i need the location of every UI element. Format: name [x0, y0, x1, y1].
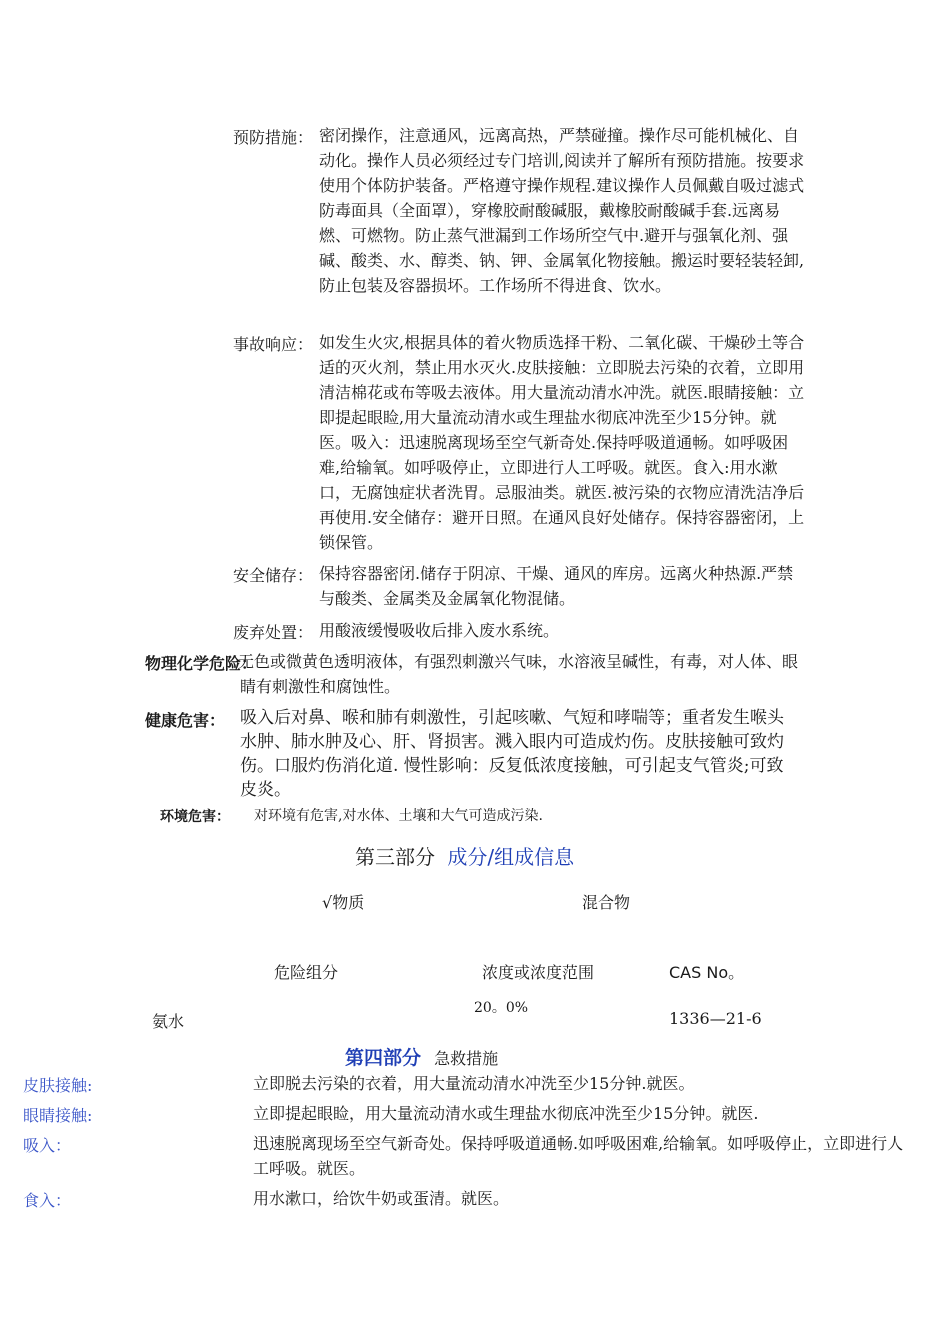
response-text: 如发生火灾,根据具体的着火物质选择干粉、二氧化碳、干燥砂土等合适的灭火剂，禁止用水灭火.皮肤接触：立即脱去污染的衣着，立即用清洁棉花或布等吸去液体。用大量流动清水冲洗。就医.眼睛接触：立即提起眼睑,用大量流动清水或生理盐水彻底冲洗至少15分钟。就医。吸入：迅速脱离现场至空气新奇处.保持呼吸道通畅。如呼吸困难,给输氧。如呼吸停止，立即进行人工呼吸。就医。食入:用水漱口，无腐蚀症状者洗胃。忌服油类。就医.被污染的衣物应清洗洁净后再使用.安全储存：避开日照。在通风良好处储存。保持容器密闭，上锁保管。: [319, 333, 805, 552]
disposal-text: 用酸液缓慢吸收后排入废水系统。: [319, 621, 560, 640]
mixture-option: 混合物: [582, 893, 631, 912]
disposal-label: 废弃处置：: [233, 623, 314, 642]
col-header-concentration: 浓度或浓度范围: [482, 963, 595, 982]
section4-title-number: 第四部分: [345, 1047, 422, 1069]
firstaid-ingestion-text: 用水漱口，给饮牛奶或蛋清。就医。: [253, 1189, 510, 1208]
section4-title-text: 急救措施: [434, 1049, 499, 1068]
firstaid-inhalation-label: 吸入：: [23, 1136, 72, 1155]
row-component: 氨水: [152, 1012, 185, 1031]
section3-title: [355, 841, 574, 870]
env-text: 对环境有危害,对水体、土壤和大气可造成污染.: [254, 808, 543, 824]
env-label: 环境危害：: [160, 809, 230, 825]
prevention-label: 预防措施：: [233, 128, 314, 147]
physchem-text: 无色或微黄色透明液体，有强烈刺激兴气味，水溶液呈碱性，有毒，对人体、眼睛有刺激性和腐蚀性。: [238, 652, 799, 696]
health-label: 健康危害：: [145, 711, 226, 730]
health-text: 吸入后对鼻、喉和肺有刺激性，引起咳嗽、气短和哮喘等；重者发生喉头水肿、肺水肿及心、肝、肾损害。溅入眼内可造成灼伤。皮肤接触可致灼伤。口服灼伤消化道. 慢性影响：反复低浓度接触，可引起支气管炎;可致皮炎。: [240, 708, 784, 800]
firstaid-eye-label: 眼睛接触:: [23, 1106, 93, 1125]
firstaid-skin-label: 皮肤接触:: [23, 1076, 93, 1095]
row-concentration: 20。0%: [474, 1000, 529, 1016]
firstaid-ingestion-label: 食入：: [23, 1191, 72, 1210]
col-header-component: 危险组分: [274, 963, 339, 982]
section3-title-text: 成分/组成信息: [447, 845, 575, 869]
storage-label: 安全储存：: [233, 566, 314, 585]
row-cas: 1336—21-6: [669, 1009, 762, 1028]
firstaid-inhalation-text: 迅速脱离现场至空气新奇处。保持呼吸道通畅.如呼吸困难,给输氧。如呼吸停止，立即进行人工呼吸。就医。: [253, 1134, 904, 1178]
firstaid-eye-text: 立即提起眼睑，用大量流动清水或生理盐水彻底冲洗至少15分钟。就医.: [253, 1104, 759, 1123]
prevention-text: 密闭操作，注意通风，远离高热，严禁碰撞。操作尽可能机械化、自动化。操作人员必须经过专门培训,阅读并了解所有预防措施。按要求使用个体防护装备。严格遵守操作规程.建议操作人员佩戴自吸过滤式防毒面具（全面罩），穿橡胶耐酸碱服，戴橡胶耐酸碱手套.远离易燃、可燃物。防止蒸气泄漏到工作场所空气中.避开与强氧化剂、强碱、酸类、水、醇类、钠、钾、金属氧化物接触。搬运时要轻装轻卸,防止包装及容器损坏。工作场所不得进食、饮水。: [319, 126, 805, 295]
section4-title: [345, 1043, 498, 1070]
storage-text: 保持容器密闭.储存于阴凉、干燥、通风的库房。远离火种热源.严禁与酸类、金属类及金属氧化物混储。: [319, 564, 794, 608]
section3-title-number: 第三部分: [355, 845, 435, 869]
firstaid-skin-text: 立即脱去污染的衣着，用大量流动清水冲洗至少15分钟.就医。: [253, 1074, 695, 1093]
physchem-label: 物理化学危险：: [145, 654, 258, 673]
response-label: 事故响应：: [233, 335, 314, 354]
substance-option: √物质: [322, 893, 365, 912]
col-header-cas: CAS No。: [669, 963, 745, 982]
